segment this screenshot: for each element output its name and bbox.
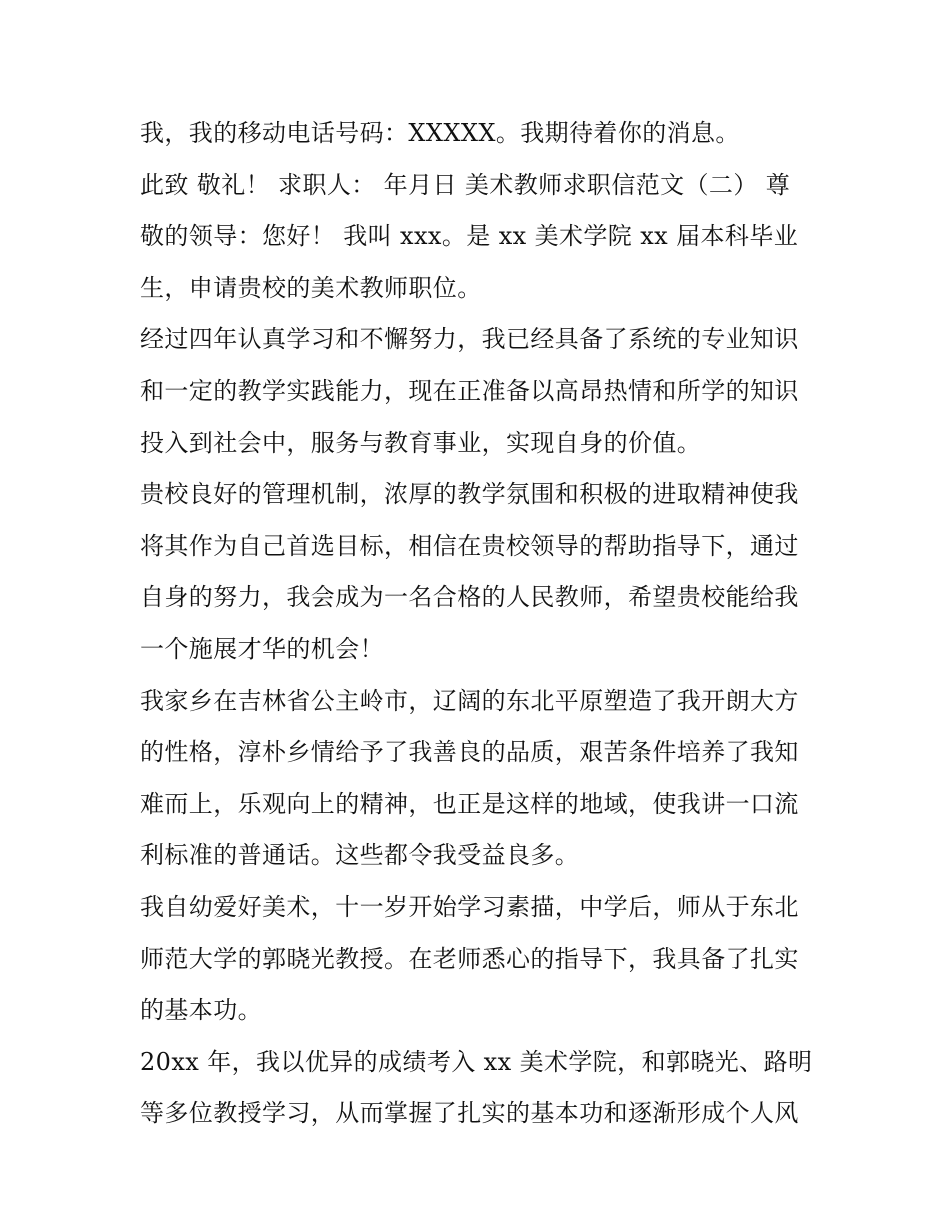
- text-line: 经过四年认真学习和不懈努力，我已经具备了系统的专业知识: [140, 325, 799, 354]
- text-line: 投入到社会中，服务与教育事业，实现自身的价值。: [140, 428, 702, 457]
- text-line: 利标准的普通话。这些都令我受益良多。: [140, 841, 580, 870]
- text-line: 的性格，淳朴乡情给予了我善良的品质，艰苦条件培养了我知: [140, 738, 799, 767]
- text-line: 贵校良好的管理机制，浓厚的教学氛围和积极的进取精神使我: [140, 480, 799, 509]
- text-line: 难而上，乐观向上的精神，也正是这样的地域，使我讲一口流: [140, 789, 799, 818]
- text-line: 一个施展才华的机会！: [140, 634, 384, 663]
- text-line: 将其作为自己首选目标，相信在贵校领导的帮助指导下，通过: [140, 531, 799, 560]
- text-line: 我家乡在吉林省公主岭市，辽阔的东北平原塑造了我开朗大方: [140, 686, 799, 715]
- text-line: 我自幼爱好美术，十一岁开始学习素描，中学后，师从于东北: [140, 892, 799, 921]
- text-line: 此致 敬礼！ 求职人： 年月日 美术教师求职信范文（二） 尊: [140, 170, 791, 199]
- text-line: 和一定的教学实践能力，现在正准备以高昂热情和所学的知识: [140, 376, 799, 405]
- text-line: 20xx 年，我以优异的成绩考入 xx 美术学院，和郭晓光、路明: [140, 1047, 813, 1076]
- text-line: 自身的努力，我会成为一名合格的人民教师，希望贵校能给我: [140, 583, 799, 612]
- text-line: 的基本功。: [140, 996, 262, 1025]
- text-line: 我，我的移动电话号码：XXXXX。我期待着你的消息。: [140, 119, 740, 147]
- text-line: 师范大学的郭晓光教授。在老师悉心的指导下，我具备了扎实: [140, 944, 799, 973]
- letter-body: [140, 108, 820, 1140]
- text-line: 等多位教授学习，从而掌握了扎实的基本功和逐渐形成个人风: [140, 1099, 799, 1128]
- text-line: 敬的领导：您好！ 我叫 xxx。是 xx 美术学院 xx 届本科毕业: [140, 222, 799, 251]
- text-line: 生，申请贵校的美术教师职位。: [140, 273, 482, 302]
